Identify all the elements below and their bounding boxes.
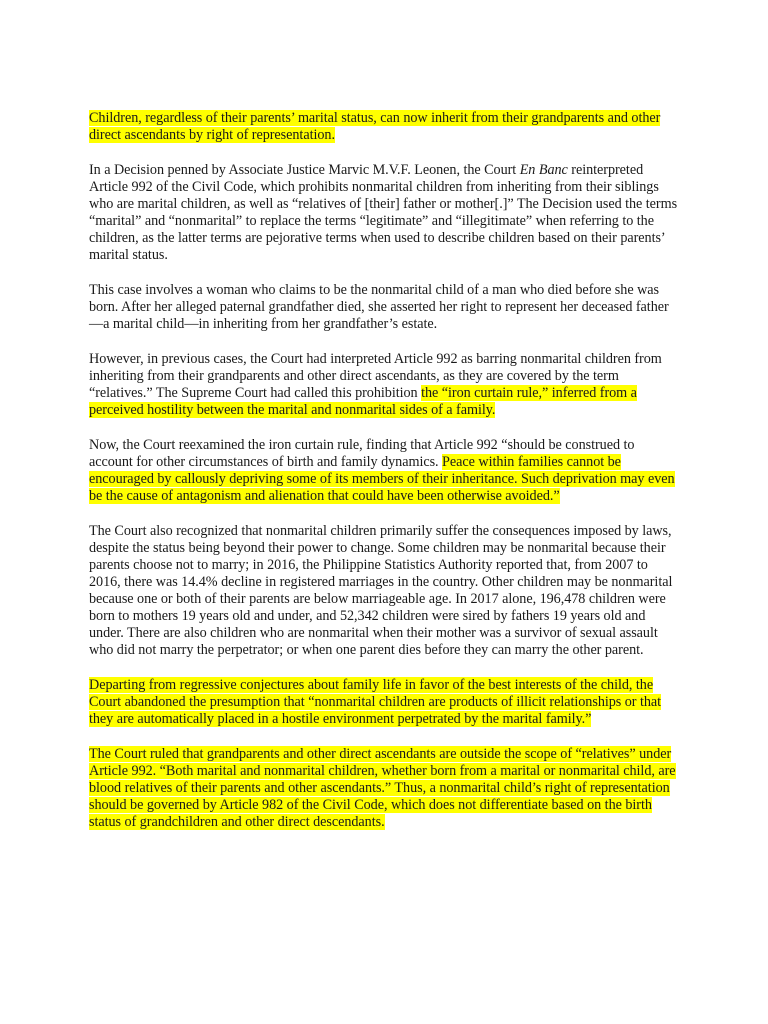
body-text: reinterpreted Article 992 of the Civil Code, which prohibits nonmarital children from inheriting from their siblings who are marital children, as well as “relatives of [their] father or mother[.]” The Decision used the terms “marital” and “nonmarital” to replace the terms “legitimate” and “illegitimate” when referring to the children, as the latter terms are pejorative terms when used to describe children based on their parents’ marital status. — [89, 162, 678, 263]
body-text: However, in previous cases, the Court had interpreted Article 992 as barring nonmarital children from inheriting from their grandparents and other direct ascendants, as they are covered by the term “relatives.” The Supreme Court had called this prohibition — [89, 351, 662, 401]
body-text: In a Decision penned by Associate Justice Marvic M.V.F. Leonen, the Court — [89, 162, 520, 178]
paragraph-8 — [89, 746, 681, 831]
document-page — [89, 110, 681, 849]
highlighted-text: The Court ruled that grandparents and other direct ascendants are outside the scope of “relatives” under Article 992. “Both marital and nonmarital children, whether born from a marital or nonmarital child, are blood relatives of their parents and other ascendants.” Thus, a nonmarital child’s right of representation should be governed by Article 982 of the Civil Code, which does not differentiate based on the birth status of grandchildren and other direct descendants. — [89, 746, 676, 830]
paragraph-4 — [89, 351, 681, 419]
body-text: This case involves a woman who claims to be the nonmarital child of a man who died before she was born. After her alleged paternal grandfather died, she asserted her right to represent her deceased father—a marital child—in inheriting from her grandfather’s estate. — [89, 282, 669, 332]
highlighted-text: Children, regardless of their parents’ marital status, can now inherit from their grandparents and other direct ascendants by right of representation. — [89, 110, 661, 143]
body-text: The Court also recognized that nonmarital children primarily suffer the consequences imposed by laws, despite the status being beyond their power to change. Some children may be nonmarital because their parents choose not to marry; in 2016, the Philippine Statistics Authority reported that, from 2007 to 2016, there was 14.4% decline in registered marriages in the country. Other children may be nonmarital because one or both of their parents are below marriageable age. In 2017 alone, 196,478 children were born to mothers 19 years old and under, and 52,342 children were sired by fathers 19 years old and under. There are also children who are nonmarital when their mother was a survivor of sexual assault who did not marry the perpetrator; or when one parent dies before they can marry the other parent. — [89, 523, 673, 658]
paragraph-6 — [89, 523, 681, 659]
italic-term: En Banc — [519, 162, 568, 178]
paragraph-1 — [89, 110, 681, 144]
paragraph-5 — [89, 437, 681, 505]
paragraph-3 — [89, 282, 681, 333]
highlighted-text: Peace within families cannot be encouraged by callously depriving some of its members of their inheritance. Such deprivation may even be the cause of antagonism and alienation that could have been otherwise avoided.” — [89, 454, 675, 504]
highlighted-text: the “iron curtain rule,” inferred from a perceived hostility between the marital and nonmarital sides of a family. — [89, 385, 637, 418]
highlighted-text: Departing from regressive conjectures about family life in favor of the best interests of the child, the Court abandoned the presumption that “nonmarital children are products of illicit relationships or that they are automatically placed in a hostile environment perpetrated by the marital family.” — [89, 677, 662, 727]
paragraph-7 — [89, 677, 681, 728]
paragraph-2 — [89, 162, 681, 264]
body-text: Now, the Court reexamined the iron curtain rule, finding that Article 992 “should be construed to account for other circumstances of birth and family dynamics. — [89, 437, 635, 470]
